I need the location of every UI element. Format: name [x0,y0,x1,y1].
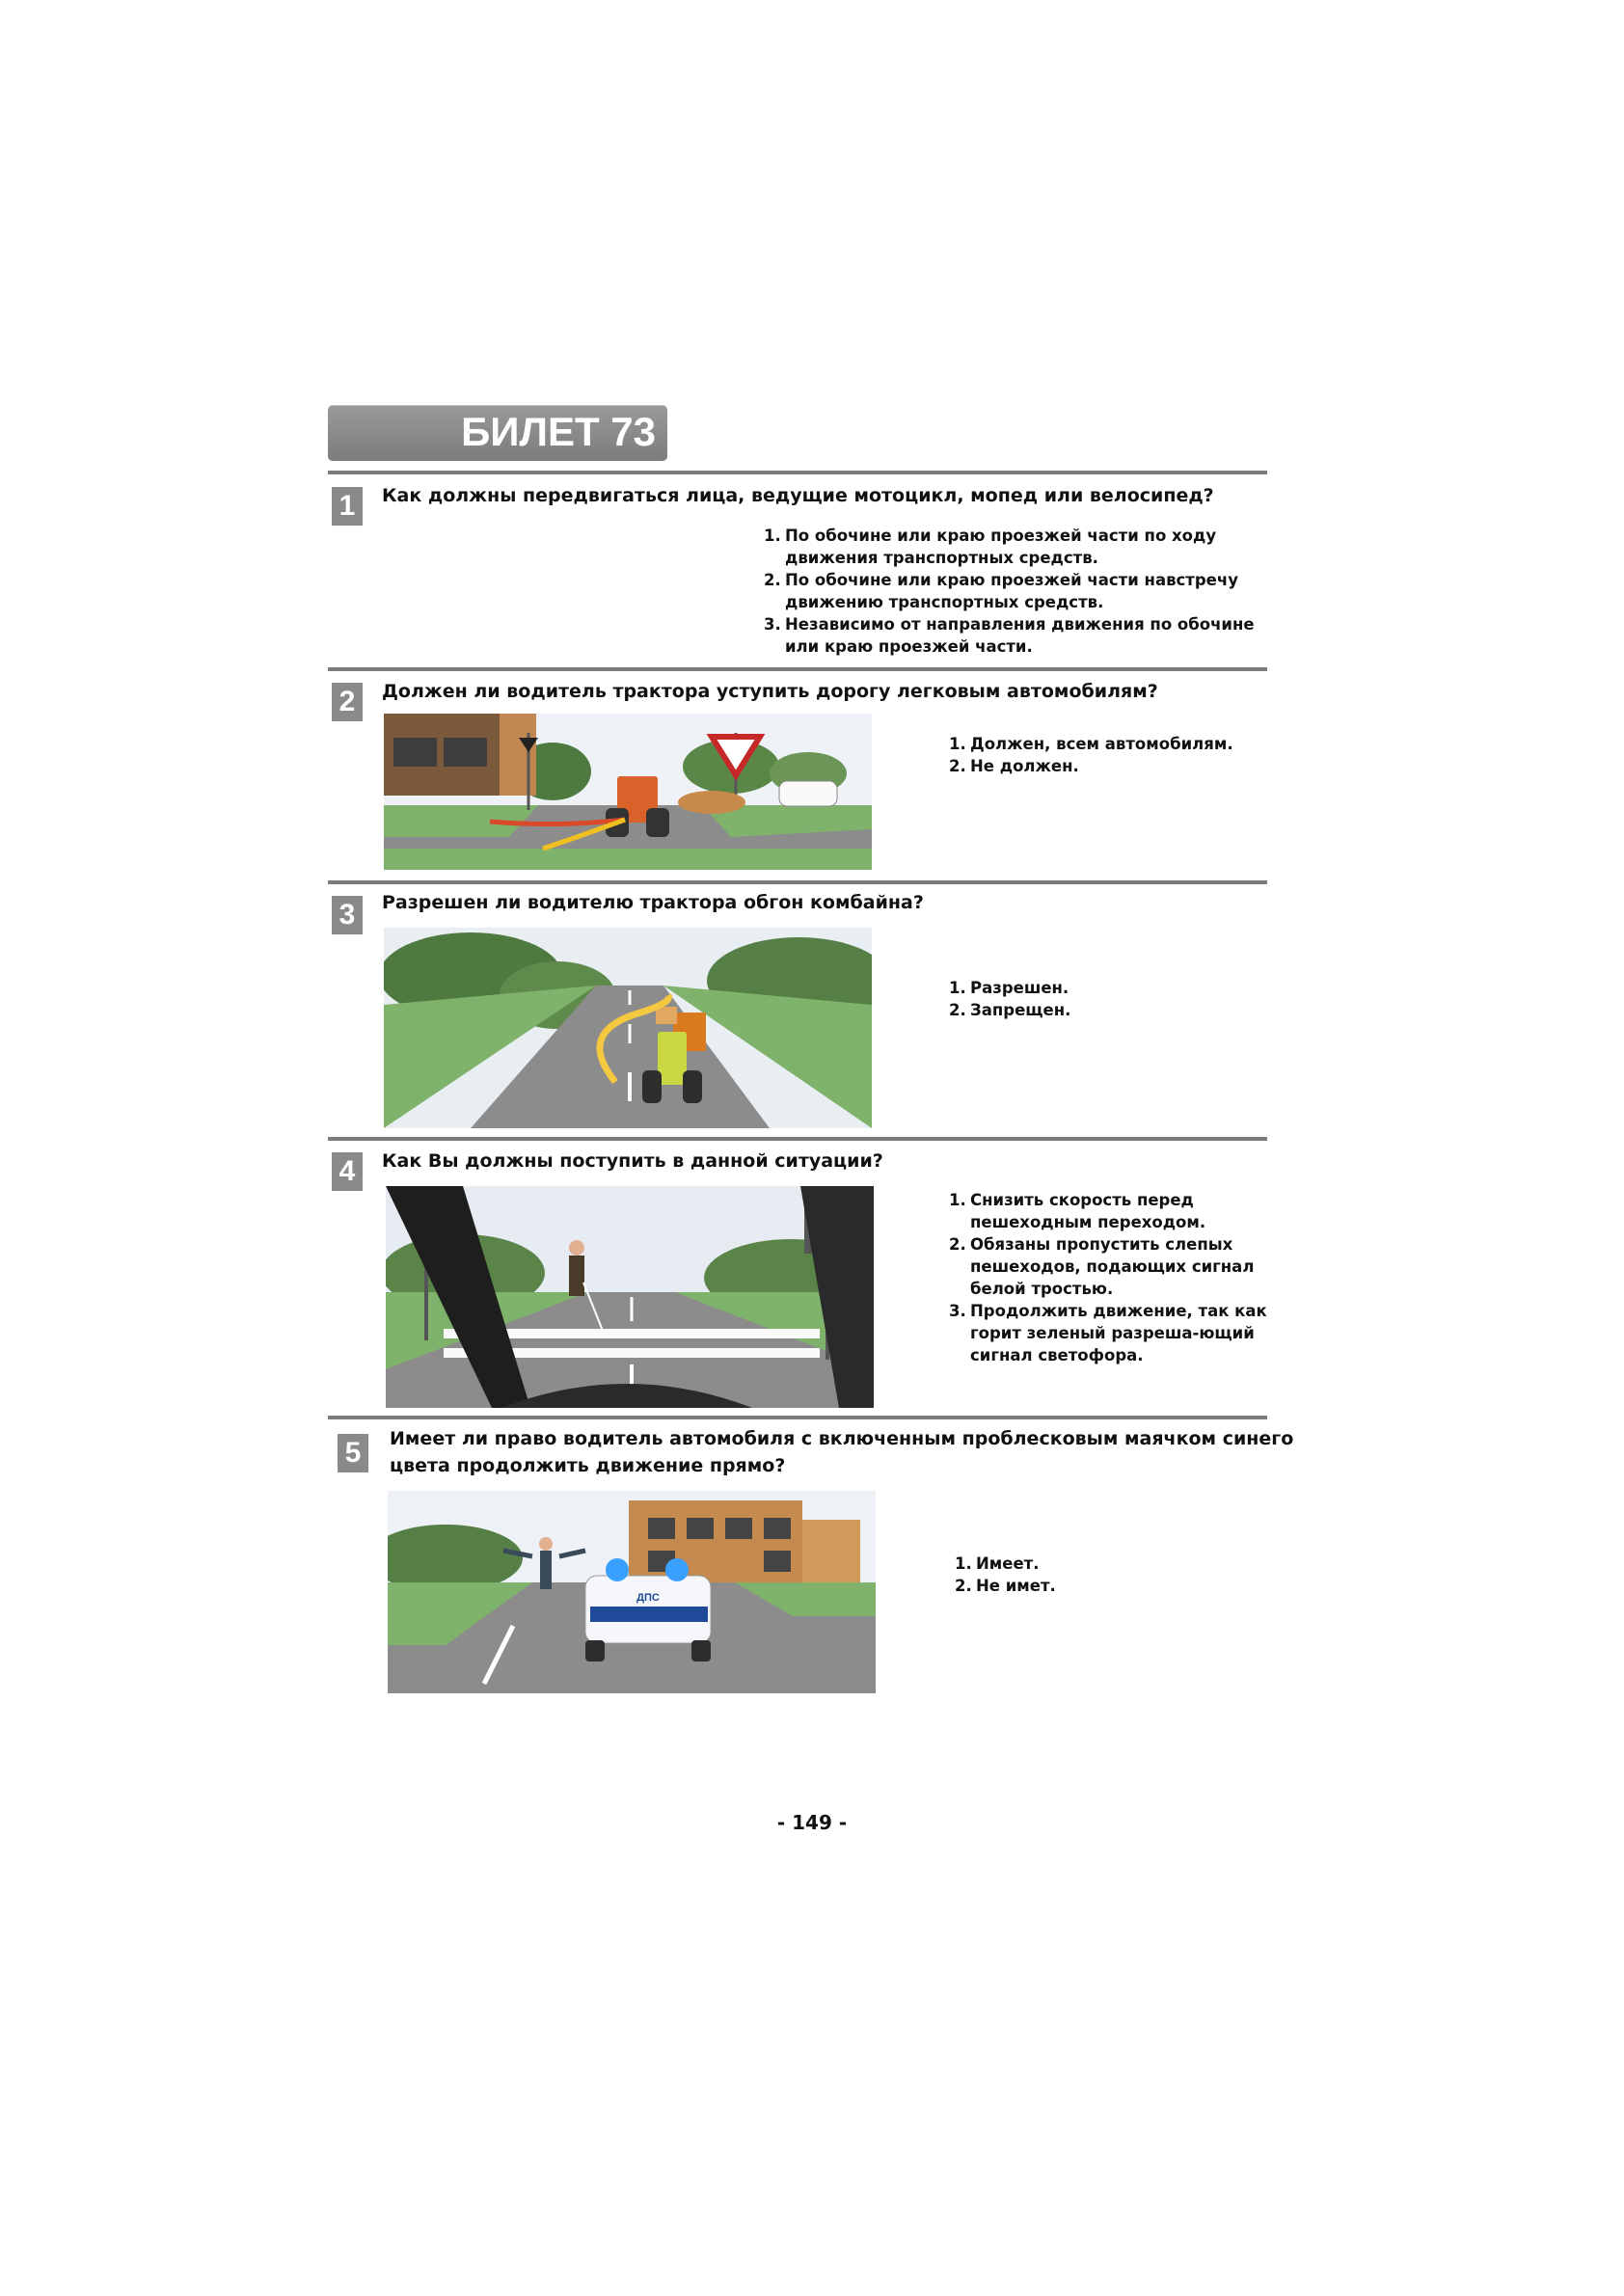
answer-list-1 [764,525,1275,658]
car-label: ДПС [636,1592,660,1604]
answer-option[interactable]: 2. Не имет. [955,1577,1056,1595]
page-number: - 149 - [776,1811,848,1834]
divider [328,880,1267,884]
illustration-pedestrian-crossing [386,1186,874,1408]
question-number-1: 1 [332,487,363,526]
question-text-5: Имеет ли право водитель автомобиля с включенным проблесковым маячком синего цвета продолжить движение прямо? [390,1428,1294,1476]
answer-option[interactable]: 2. По обочине или краю проезжей части навстречу движению транспортных средств. [764,571,1238,611]
question-text-2: Должен ли водитель трактора уступить дорогу легковым автомобилям? [382,681,1158,702]
answer-list-4 [949,1189,1273,1366]
divider [328,667,1267,671]
answer-option[interactable]: 2. Не должен. [949,757,1079,775]
ticket-banner [328,405,667,461]
answer-option[interactable]: 1. Разрешен. [949,979,1069,997]
answer-list-3 [949,977,1258,1021]
question-number-4: 4 [332,1152,363,1191]
illustration-intersection [384,714,872,870]
answer-list-5 [955,1553,1263,1597]
answer-option[interactable]: 1. Снизить скорость перед пешеходным переходом. [949,1191,1206,1231]
question-text-1: Как должны передвигаться лица, ведущие мотоцикл, мопед или велосипед? [382,485,1214,506]
ticket-title: БИЛЕТ 73 [461,409,656,454]
divider [328,1137,1267,1141]
answer-list-2 [949,733,1258,777]
answer-option[interactable]: 2. Обязаны пропустить слепых пешеходов, подающих сигнал белой тростью. [949,1235,1255,1298]
question-text-4: Как Вы должны поступить в данной ситуации? [382,1150,883,1172]
answer-option[interactable]: 1. Имеет. [955,1554,1040,1573]
illustration-overtaking [384,928,872,1128]
question-number-2: 2 [332,683,363,721]
question-number-3: 3 [332,896,363,934]
answer-option[interactable]: 2. Запрещен. [949,1001,1071,1019]
answer-option[interactable]: 1. По обочине или краю проезжей части по ходу движения транспортных средств. [764,527,1217,567]
illustration-police-car [388,1491,876,1693]
question-text-3: Разрешен ли водителю трактора обгон комбайна? [382,892,924,913]
answer-option[interactable]: 1. Должен, всем автомобилям. [949,735,1233,753]
divider [328,471,1267,474]
answer-option[interactable]: 3. Продолжить движение, так как горит зеленый разреша-ющий сигнал светофора. [949,1302,1267,1364]
divider [328,1416,1267,1419]
question-number-5: 5 [338,1434,368,1472]
answer-option[interactable]: 3. Независимо от направления движения по обочине или краю проезжей части. [764,615,1255,656]
